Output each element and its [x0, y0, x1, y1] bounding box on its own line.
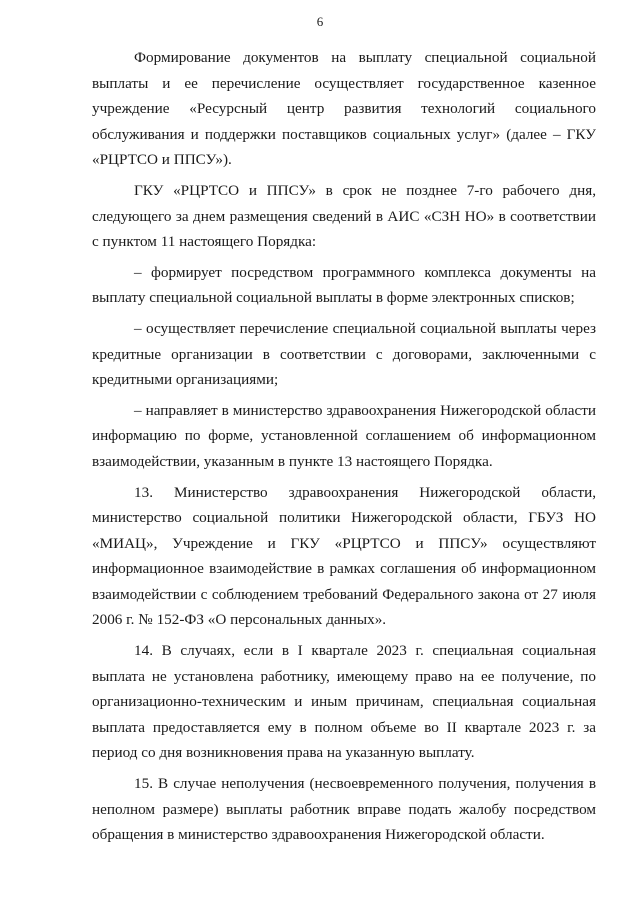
paragraph-14: 14. В случаях, если в I квартале 2023 г. специальная социальная выплата не установлена работнику, имеющему право на ее получение, по организационно-техническим и иным причинам, специальная социальная выплата предоставляется ему в полном объеме во II квартале 2023 г. за период со дня возникновения права на указанную выплату.	[92, 642, 596, 762]
paragraph-13: 13. Министерство здравоохранения Нижегородской области, министерство социальной политики Нижегородской области, ГБУЗ НО «МИАЦ», Учреждение и ГКУ «РЦРТСО и ППСУ» осуществляют информационное взаимодействие в рамках соглашения об информационном взаимодействии с соблюдением требований Федерального закона от 27 июля 2006 г. № 152-ФЗ «О персональных данных».	[92, 483, 596, 629]
list-item-sends-information: – направляет в министерство здравоохранения Нижегородской области информацию по форме, установленной соглашением об информационном взаимодействии, указанным в пункте 13 настоящего Порядка.	[92, 401, 596, 470]
page-number: 6	[316, 14, 324, 29]
document-body	[92, 45, 596, 848]
list-item-transfers-payment: – осуществляет перечисление специальной социальной выплаты через кредитные организации в соответствии с договорами, заключенными с кредитными организациями;	[92, 319, 596, 389]
list-item-forms-documents: – формирует посредством программного комплекса документы на выплату специальной социальной выплаты в форме электронных списков;	[92, 263, 596, 307]
paragraph-15: 15. В случае неполучения (несвоевременного получения, получения в неполном размере) выплаты работник вправе подать жалобу посредством обращения в министерство здравоохранения Нижегородской области.	[92, 775, 596, 844]
paragraph-document-formation: Формирование документов на выплату специальной социальной выплаты и ее перечисление осуществляет государственное казенное учреждение «Ресурсный центр развития технологий социального обслуживания и поддержки поставщиков социальных услуг» (далее – ГКУ «РЦРТСО и ППСУ»).	[92, 49, 596, 169]
paragraph-gku-deadline: ГКУ «РЦРТСО и ППСУ» в срок не позднее 7-го рабочего дня, следующего за днем размещения сведений в АИС «СЗН НО» в соответствии с пунктом 11 настоящего Порядка:	[92, 181, 596, 251]
